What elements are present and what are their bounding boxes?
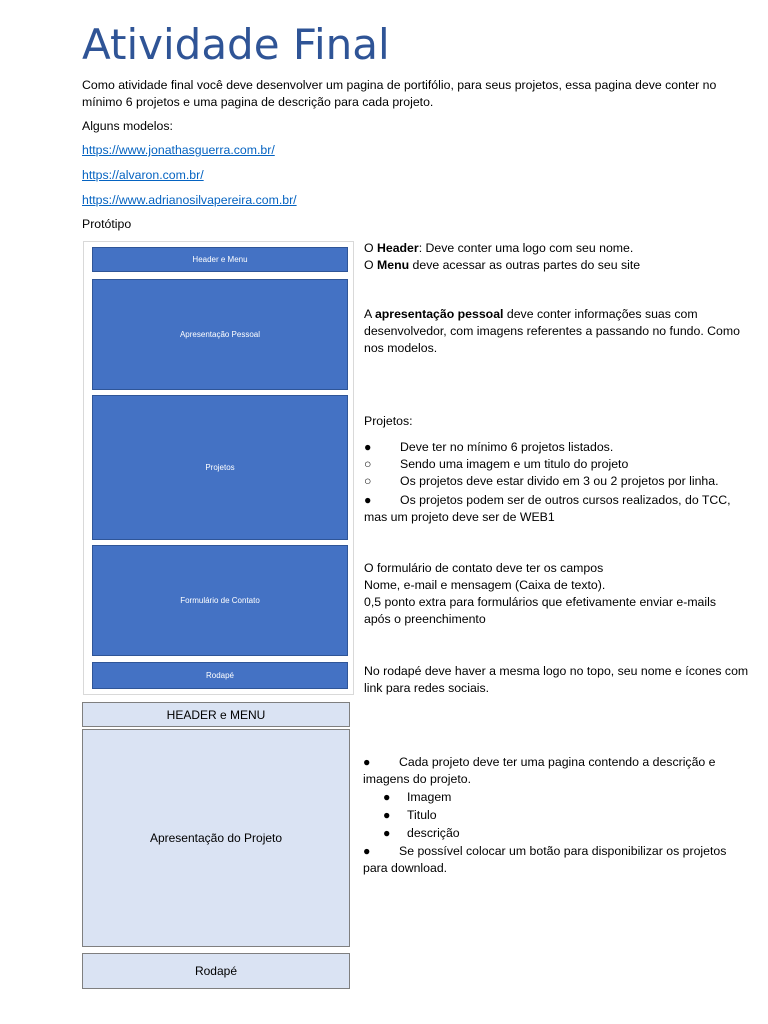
link-adrianosilvapereira[interactable]: https://www.adrianosilvapereira.com.br/ xyxy=(82,193,297,207)
bullet-marker: ● xyxy=(364,493,372,507)
intro-paragraph xyxy=(82,77,742,111)
proto-contact-block: Formulário de Contato xyxy=(92,545,348,656)
bullet-marker: ● xyxy=(364,440,372,454)
intro-line-2: mínimo 6 projetos e uma pagina de descrição para cada projeto. xyxy=(82,95,434,109)
portfolio-prototype xyxy=(83,241,354,695)
projects-title: Projetos: xyxy=(364,414,413,428)
link-alvaron[interactable]: https://alvaron.com.br/ xyxy=(82,168,204,182)
bullet-marker: ○ xyxy=(364,474,372,488)
projects-item-4: ● Os projetos podem ser de outros cursos realizados, do TCC, xyxy=(364,493,731,507)
bullet-marker: ● xyxy=(383,808,391,822)
sub-item-titulo: ● Titulo xyxy=(383,808,437,822)
bullet-marker: ● xyxy=(383,790,391,804)
proto-header-block: Header e Menu xyxy=(92,247,348,272)
projects-item-3: ○ Os projetos deve estar divido em 3 ou 2 projetos por linha. xyxy=(364,474,719,488)
project-page-item-2-continued: para download. xyxy=(363,861,448,875)
page-title: Atividade Final xyxy=(82,20,390,69)
project-page-presentation-block: Apresentação do Projeto xyxy=(82,729,350,947)
menu-description: O Menu deve acessar as outras partes do seu site xyxy=(364,258,641,272)
projects-item-4-continued: mas um projeto deve ser de WEB1 xyxy=(364,510,555,524)
presentation-keyword: apresentação pessoal xyxy=(374,307,504,321)
projects-item-1: ● Deve ter no mínimo 6 projetos listados. xyxy=(364,440,614,454)
header-description: O Header: Deve conter uma logo com seu nome. xyxy=(364,241,634,255)
sub-item-imagem: ● Imagem xyxy=(383,790,452,804)
intro-line-1: Como atividade final você deve desenvolver um pagina de portifólio, para seus projetos, essa pagina deve conter no xyxy=(82,78,717,92)
project-page-footer-block: Rodapé xyxy=(82,953,350,989)
project-page-item-1: ● Cada projeto deve ter uma pagina contendo a descrição e xyxy=(363,755,716,769)
header-menu-description xyxy=(364,240,754,274)
projects-item-2: ○ Sendo uma imagem e um titulo do projeto xyxy=(364,457,629,471)
footer-description: No rodapé deve haver a mesma logo no topo, seu nome e ícones com link para redes sociais. xyxy=(364,664,749,695)
proto-projects-block: Projetos xyxy=(92,395,348,540)
bullet-marker: ● xyxy=(363,844,371,858)
menu-keyword: Menu xyxy=(376,258,410,272)
link-jonathasguerra[interactable]: https://www.jonathasguerra.com.br/ xyxy=(82,143,275,157)
proto-presentation-block: Apresentação Pessoal xyxy=(92,279,348,390)
proto-footer-block: Rodapé xyxy=(92,662,348,689)
project-page-item-1-continued: imagens do projeto. xyxy=(363,772,472,786)
sub-item-descricao: ● descrição xyxy=(383,826,460,840)
header-keyword: Header xyxy=(376,241,419,255)
project-page-item-2: ● Se possível colocar um botão para disponibilizar os projetos xyxy=(363,844,727,858)
presentation-description: A apresentação pessoal deve conter informações suas com desenvolvedor, com imagens referentes a passando no fundo. Como nos modelos. xyxy=(364,307,740,355)
bullet-marker: ● xyxy=(383,826,391,840)
contact-description: O formulário de contato deve ter os campos Nome, e-mail e mensagem (Caixa de texto). 0,5 ponto extra para formulários que efetivamente enviar e-mails após o preenchimento xyxy=(364,561,717,626)
bullet-marker: ● xyxy=(363,755,371,769)
prototype-label: Protótipo xyxy=(82,217,132,231)
bullet-marker: ○ xyxy=(364,457,372,471)
models-label: Alguns modelos: xyxy=(82,119,173,133)
project-page-header-block: HEADER e MENU xyxy=(82,702,350,727)
